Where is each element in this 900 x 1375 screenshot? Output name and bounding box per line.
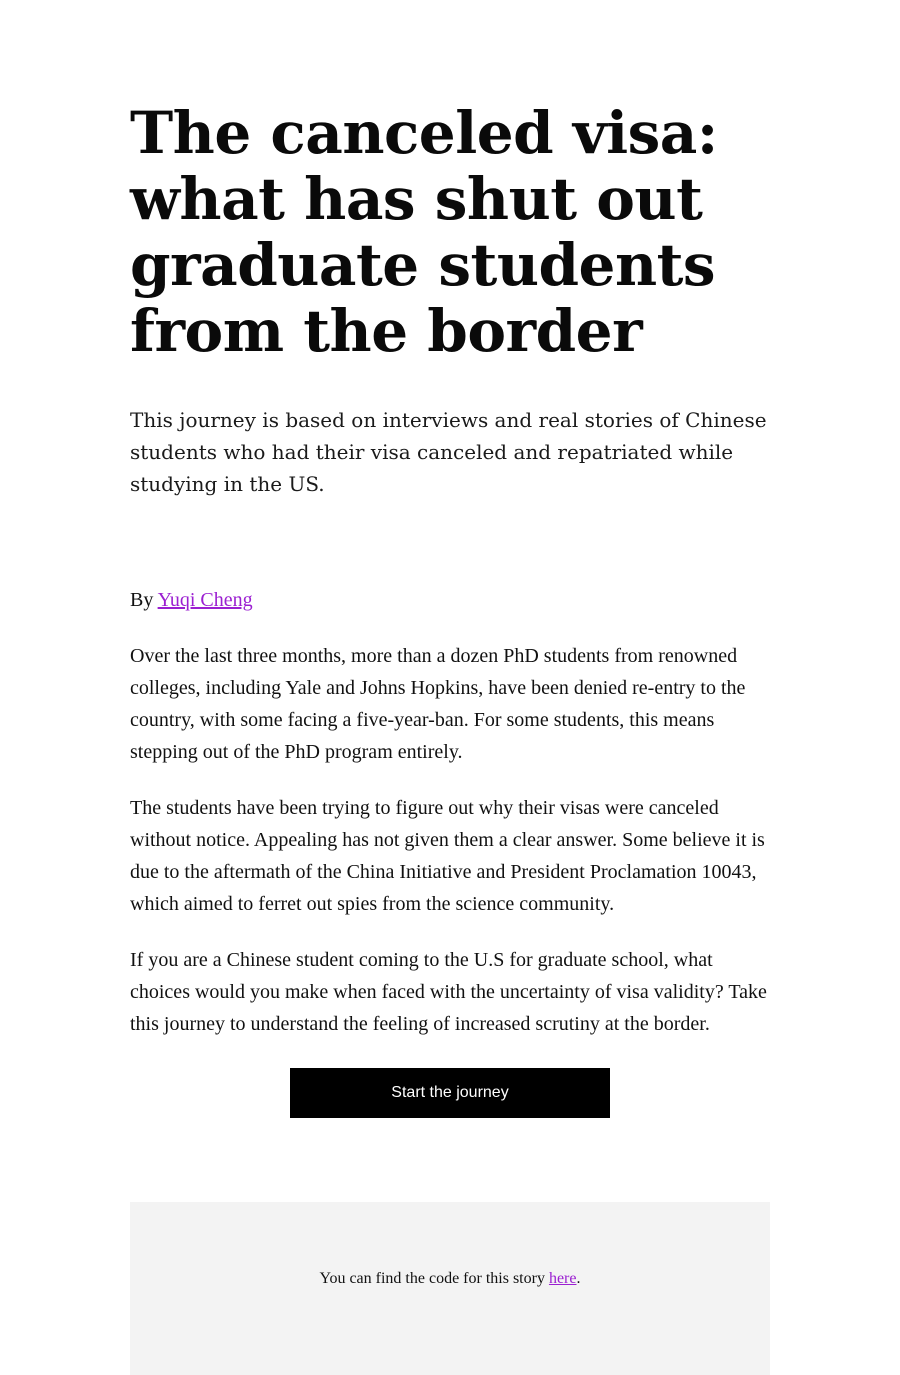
author-link[interactable]: Yuqi Cheng [157, 589, 253, 611]
body-paragraph-1: Over the last three months, more than a dozen PhD students from renowned colleges, including Yale and Johns Hopkins, have been denied re-entry to the country, with some facing a five-year-ban. For some students, this means stepping out of the PhD program entirely. [130, 645, 746, 763]
article-subtitle: This journey is based on interviews and real stories of Chinese students who had their visa canceled and repatriated while studying in the US. [130, 408, 767, 496]
page-title: The canceled visa: what has shut out graduate students from the border [130, 99, 718, 365]
body-paragraph-3: If you are a Chinese student coming to the U.S for graduate school, what choices would you make when faced with the uncertainty of visa validity? Take this journey to understand the feeling of increased scrutiny at the border. [130, 949, 767, 1035]
byline [130, 586, 770, 614]
start-journey-button[interactable]: Start the journey [290, 1068, 610, 1118]
footer-text-after: . [576, 1270, 581, 1287]
footer-text [130, 1268, 770, 1290]
code-link[interactable]: here [548, 1270, 577, 1287]
footer-box [130, 1202, 770, 1375]
body-paragraph-2: The students have been trying to figure out why their visas were canceled without notice. Appealing has not given them a clear answer. Some believe it is due to the aftermath of the China Initiative and President Proclamation 10043, which aimed to ferret out spies from the science community. [130, 797, 765, 915]
footer-text-before: You can find the code for this story [319, 1270, 549, 1287]
byline-prefix: By [130, 589, 158, 611]
